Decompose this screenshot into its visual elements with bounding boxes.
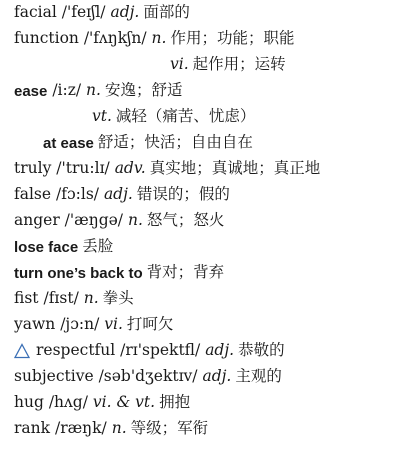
headword: ease	[14, 82, 48, 100]
headword: subjective	[14, 367, 94, 386]
entry-function	[14, 29, 294, 49]
definition: 减轻（痛苦、忧虑）	[115, 107, 256, 126]
part-of-speech: adj.	[202, 367, 232, 386]
entry-subjective	[14, 367, 282, 387]
definition: 错误的；假的	[136, 185, 230, 204]
part-of-speech: n.	[86, 81, 101, 100]
part-of-speech: adj.	[110, 3, 140, 22]
headword: function	[14, 29, 79, 48]
entry-ease-vt	[92, 107, 255, 127]
definition: 恭敬的	[238, 341, 285, 360]
part-of-speech: n.	[111, 419, 127, 438]
phonetic: /səb'dʒektɪv/	[98, 367, 198, 386]
phonetic: /'æŋgə/	[64, 211, 124, 230]
definition: 拥抱	[159, 393, 191, 412]
entry-facial	[14, 3, 190, 23]
entry-turn-ones-back-to	[14, 263, 224, 283]
entry-hug	[14, 393, 190, 413]
triangle-outline-icon	[14, 343, 30, 359]
definition: 拳头	[102, 289, 134, 308]
headword: hug	[14, 393, 44, 412]
entry-rank	[14, 419, 208, 439]
definition: 起作用；运转	[192, 55, 286, 74]
phrase: at ease	[43, 134, 94, 152]
phrase: lose face	[14, 238, 79, 256]
headword: facial	[14, 3, 57, 22]
definition: 主观的	[235, 367, 282, 386]
part-of-speech: vt.	[92, 107, 112, 126]
definition: 背对；背弃	[146, 263, 225, 282]
entry-anger	[14, 211, 224, 231]
part-of-speech: adj.	[103, 185, 133, 204]
part-of-speech: n.	[151, 29, 167, 48]
phrase: turn one’s back to	[14, 264, 143, 282]
part-of-speech: vi. & vt.	[92, 393, 156, 412]
phonetic: /'tru:lɪ/	[56, 159, 110, 178]
part-of-speech: vi.	[104, 315, 123, 334]
phonetic: /'feɪʃl/	[61, 3, 106, 22]
headword: yawn	[14, 315, 56, 334]
entry-lose-face	[14, 237, 113, 257]
part-of-speech: n.	[127, 211, 143, 230]
definition: 安逸；舒适	[104, 81, 183, 100]
phonetic: /i:z/	[52, 81, 82, 100]
phonetic: /'fʌŋkʃn/	[83, 29, 147, 48]
headword: rank	[14, 419, 51, 438]
phonetic: /fɔ:ls/	[56, 185, 99, 204]
entry-yawn	[14, 315, 173, 335]
headword: false	[14, 185, 52, 204]
phonetic: /fɪst/	[43, 289, 79, 308]
part-of-speech: n.	[83, 289, 99, 308]
part-of-speech: vi.	[170, 55, 189, 74]
entry-fist	[14, 289, 134, 309]
definition: 面部的	[143, 3, 190, 22]
phonetic: /jɔ:n/	[60, 315, 100, 334]
entry-at-ease	[43, 133, 253, 153]
entry-truly	[14, 159, 320, 179]
headword: respectful	[36, 341, 116, 360]
definition: 真实地；真诚地；真正地	[149, 159, 321, 178]
definition: 怒气；怒火	[146, 211, 225, 230]
headword: fist	[14, 289, 39, 308]
part-of-speech: adj.	[205, 341, 235, 360]
entry-false	[14, 185, 230, 205]
definition: 舒适；快活；自由自在	[97, 133, 253, 152]
definition: 等级；军衔	[130, 419, 209, 438]
entry-function-vi	[170, 55, 286, 75]
part-of-speech: adv.	[114, 159, 146, 178]
definition: 打呵欠	[126, 315, 174, 334]
phonetic: /hʌg/	[48, 393, 88, 412]
definition: 丢脸	[82, 237, 114, 256]
headword: anger	[14, 211, 60, 230]
definition: 作用；功能；职能	[170, 29, 295, 48]
phonetic: /ræŋk/	[54, 419, 107, 438]
entry-ease	[14, 81, 182, 101]
headword: truly	[14, 159, 52, 178]
entry-respectful	[14, 341, 285, 361]
phonetic: /rɪ'spektfl/	[120, 341, 201, 360]
